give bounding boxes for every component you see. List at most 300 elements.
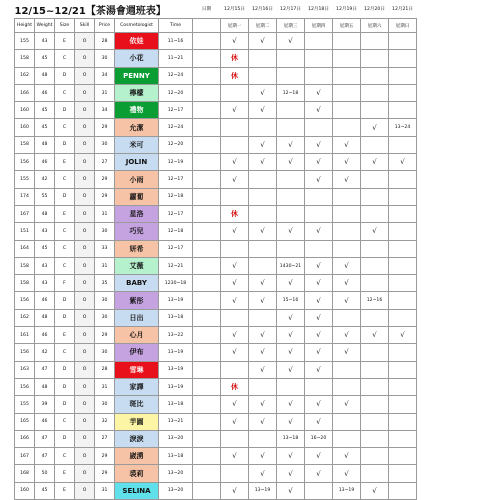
schedule-table bbox=[14, 0, 417, 500]
size-cell: C bbox=[55, 50, 75, 67]
shift-cell bbox=[277, 378, 305, 395]
shift-cell bbox=[361, 171, 389, 188]
size-cell: E bbox=[55, 482, 75, 499]
shift-cell: √ bbox=[333, 396, 361, 413]
shift-cell: 休 bbox=[221, 378, 249, 395]
shift-cell bbox=[277, 205, 305, 222]
time-cell: 12~17 bbox=[159, 102, 193, 119]
shift-cell bbox=[333, 205, 361, 222]
spacer-cell bbox=[193, 257, 221, 274]
cosmetologist-name: 檸檬 bbox=[115, 84, 159, 101]
date-header: 日期 bbox=[201, 7, 212, 12]
weight-cell: 45 bbox=[35, 50, 55, 67]
shift-cell bbox=[361, 257, 389, 274]
shift-cell: √ bbox=[305, 154, 333, 171]
page-title: 12/15~12/21【茶湯會週班表】 bbox=[14, 5, 166, 17]
size-cell: E bbox=[55, 33, 75, 50]
shift-cell bbox=[361, 84, 389, 101]
column-header: Size bbox=[55, 19, 75, 33]
time-cell: 13~19 bbox=[159, 292, 193, 309]
shift-cell: √ bbox=[221, 292, 249, 309]
shift-cell: √ bbox=[221, 33, 249, 50]
table-row bbox=[15, 205, 417, 222]
cosmetologist-name: 雪琳 bbox=[115, 361, 159, 378]
spacer-cell bbox=[193, 154, 221, 171]
size-cell: D bbox=[55, 396, 75, 413]
skill-cell: O bbox=[75, 396, 95, 413]
cosmetologist-name: 斑比 bbox=[115, 396, 159, 413]
shift-cell bbox=[389, 102, 417, 119]
height-cell: 167 bbox=[15, 448, 35, 465]
cosmetologist-name: 小雨 bbox=[115, 171, 159, 188]
shift-cell bbox=[389, 344, 417, 361]
shift-cell: √ bbox=[361, 154, 389, 171]
shift-cell bbox=[277, 119, 305, 136]
shift-cell bbox=[361, 102, 389, 119]
cosmetologist-name: 崴湧 bbox=[115, 448, 159, 465]
spacer-cell bbox=[193, 171, 221, 188]
height-cell: 151 bbox=[15, 223, 35, 240]
shift-cell bbox=[305, 482, 333, 499]
height-cell: 161 bbox=[15, 327, 35, 344]
shift-cell bbox=[389, 50, 417, 67]
shift-cell bbox=[221, 361, 249, 378]
weight-cell: 42 bbox=[35, 171, 55, 188]
table-row bbox=[15, 448, 417, 465]
shift-cell: √ bbox=[249, 344, 277, 361]
shift-cell bbox=[221, 119, 249, 136]
weight-cell: 47 bbox=[35, 430, 55, 447]
height-cell: 158 bbox=[15, 275, 35, 292]
shift-cell: √ bbox=[221, 102, 249, 119]
column-header: Cosmetologist bbox=[115, 19, 159, 33]
shift-cell bbox=[333, 223, 361, 240]
date-cell: 12月18日 bbox=[308, 7, 329, 12]
table-row bbox=[15, 327, 417, 344]
size-cell: D bbox=[55, 102, 75, 119]
table-row bbox=[15, 136, 417, 153]
date-cell: 12月15日 bbox=[224, 7, 245, 12]
shift-cell: √ bbox=[249, 136, 277, 153]
skill-cell: O bbox=[75, 223, 95, 240]
time-cell: 13~19 bbox=[159, 344, 193, 361]
shift-cell: √ bbox=[333, 171, 361, 188]
weekday-header: 星期二 bbox=[249, 19, 277, 33]
table-row bbox=[15, 257, 417, 274]
shift-cell bbox=[249, 171, 277, 188]
shift-cell bbox=[277, 171, 305, 188]
price-cell: 29 bbox=[95, 327, 115, 344]
shift-cell bbox=[361, 344, 389, 361]
size-cell: C bbox=[55, 223, 75, 240]
shift-cell: √ bbox=[249, 292, 277, 309]
skill-cell: O bbox=[75, 171, 95, 188]
spacer-cell bbox=[193, 67, 221, 84]
shift-cell bbox=[305, 119, 333, 136]
shift-cell: √ bbox=[361, 327, 389, 344]
date-cell: 12月17日 bbox=[280, 7, 301, 12]
spacer-cell bbox=[193, 275, 221, 292]
time-cell: 13~18 bbox=[159, 309, 193, 326]
shift-cell: √ bbox=[361, 119, 389, 136]
skill-cell: O bbox=[75, 344, 95, 361]
shift-cell bbox=[305, 67, 333, 84]
shift-cell bbox=[221, 240, 249, 257]
shift-cell bbox=[249, 430, 277, 447]
shift-cell: √ bbox=[333, 136, 361, 153]
skill-cell: O bbox=[75, 67, 95, 84]
shift-cell bbox=[249, 188, 277, 205]
shift-cell bbox=[249, 119, 277, 136]
time-cell: 13~19 bbox=[159, 378, 193, 395]
shift-cell bbox=[389, 448, 417, 465]
date-cell: 12月16日 bbox=[252, 7, 273, 12]
shift-cell bbox=[389, 33, 417, 50]
weight-cell: 48 bbox=[35, 67, 55, 84]
shift-cell: 13~19 bbox=[249, 482, 277, 499]
weekday-header: 星期六 bbox=[361, 19, 389, 33]
skill-cell: O bbox=[75, 482, 95, 499]
shift-cell: 13~18 bbox=[277, 430, 305, 447]
shift-cell bbox=[389, 292, 417, 309]
height-cell: 155 bbox=[15, 171, 35, 188]
height-cell: 158 bbox=[15, 50, 35, 67]
price-cell: 30 bbox=[95, 292, 115, 309]
shift-cell: √ bbox=[333, 448, 361, 465]
size-cell: D bbox=[55, 67, 75, 84]
spacer-cell bbox=[193, 482, 221, 499]
size-cell: D bbox=[55, 292, 75, 309]
shift-cell bbox=[389, 413, 417, 430]
shift-cell: 休 bbox=[221, 67, 249, 84]
skill-cell: O bbox=[75, 119, 95, 136]
weight-cell: 43 bbox=[35, 33, 55, 50]
shift-cell bbox=[389, 257, 417, 274]
table-row bbox=[15, 275, 417, 292]
shift-cell bbox=[277, 50, 305, 67]
shift-cell bbox=[361, 67, 389, 84]
shift-cell: √ bbox=[305, 292, 333, 309]
time-cell: 13~21 bbox=[159, 413, 193, 430]
cosmetologist-name: 依娃 bbox=[115, 33, 159, 50]
spacer-cell bbox=[193, 448, 221, 465]
shift-cell bbox=[333, 430, 361, 447]
time-cell: 12~20 bbox=[159, 84, 193, 101]
price-cell: 30 bbox=[95, 309, 115, 326]
weight-cell: 47 bbox=[35, 448, 55, 465]
table-row bbox=[15, 361, 417, 378]
shift-cell bbox=[361, 309, 389, 326]
shift-cell: √ bbox=[249, 33, 277, 50]
size-cell: D bbox=[55, 309, 75, 326]
skill-cell: O bbox=[75, 292, 95, 309]
spacer-cell bbox=[193, 309, 221, 326]
shift-cell bbox=[389, 482, 417, 499]
time-cell: 13~22 bbox=[159, 327, 193, 344]
time-cell: 11~21 bbox=[159, 50, 193, 67]
spacer-cell bbox=[193, 327, 221, 344]
height-cell: 168 bbox=[15, 465, 35, 482]
shift-cell bbox=[221, 136, 249, 153]
shift-cell bbox=[361, 378, 389, 395]
shift-cell bbox=[277, 188, 305, 205]
price-cell: 29 bbox=[95, 465, 115, 482]
height-cell: 163 bbox=[15, 361, 35, 378]
shift-cell: √ bbox=[361, 223, 389, 240]
shift-cell: √ bbox=[249, 327, 277, 344]
cosmetologist-name: 星洛 bbox=[115, 205, 159, 222]
price-cell: 28 bbox=[95, 361, 115, 378]
shift-cell: √ bbox=[221, 223, 249, 240]
size-cell: D bbox=[55, 430, 75, 447]
price-cell: 30 bbox=[95, 223, 115, 240]
shift-cell bbox=[305, 50, 333, 67]
skill-cell: O bbox=[75, 465, 95, 482]
shift-cell bbox=[277, 240, 305, 257]
price-cell: 29 bbox=[95, 448, 115, 465]
shift-cell bbox=[389, 378, 417, 395]
shift-cell bbox=[361, 275, 389, 292]
skill-cell: O bbox=[75, 430, 95, 447]
shift-cell bbox=[389, 361, 417, 378]
height-cell: 174 bbox=[15, 188, 35, 205]
weight-cell: 46 bbox=[35, 413, 55, 430]
cosmetologist-name: PENNY bbox=[115, 67, 159, 84]
price-cell: 30 bbox=[95, 136, 115, 153]
shift-cell: √ bbox=[221, 327, 249, 344]
shift-cell bbox=[277, 102, 305, 119]
spacer-cell bbox=[193, 119, 221, 136]
cosmetologist-name: 艾薇 bbox=[115, 257, 159, 274]
weekday-header bbox=[193, 19, 221, 33]
shift-cell: 休 bbox=[221, 205, 249, 222]
spacer-cell bbox=[193, 50, 221, 67]
height-cell: 166 bbox=[15, 430, 35, 447]
cosmetologist-name: 小花 bbox=[115, 50, 159, 67]
time-cell: 12~19 bbox=[159, 154, 193, 171]
column-header: Weight bbox=[35, 19, 55, 33]
price-cell: 31 bbox=[95, 84, 115, 101]
shift-cell bbox=[389, 396, 417, 413]
shift-cell bbox=[333, 119, 361, 136]
time-cell: 13~19 bbox=[159, 361, 193, 378]
shift-cell: √ bbox=[249, 84, 277, 101]
shift-cell: √ bbox=[277, 309, 305, 326]
weight-cell: 48 bbox=[35, 309, 55, 326]
shift-cell: √ bbox=[221, 154, 249, 171]
skill-cell: O bbox=[75, 413, 95, 430]
size-cell: C bbox=[55, 84, 75, 101]
height-cell: 156 bbox=[15, 378, 35, 395]
shift-cell bbox=[249, 257, 277, 274]
spacer-cell bbox=[193, 84, 221, 101]
size-cell: E bbox=[55, 154, 75, 171]
weight-cell: 45 bbox=[35, 240, 55, 257]
cosmetologist-name: 淚淚 bbox=[115, 430, 159, 447]
price-cell: 33 bbox=[95, 240, 115, 257]
shift-cell: √ bbox=[277, 275, 305, 292]
weight-cell: 48 bbox=[35, 136, 55, 153]
shift-cell: √ bbox=[249, 154, 277, 171]
date-cell: 12月20日 bbox=[364, 7, 385, 12]
shift-cell: √ bbox=[305, 309, 333, 326]
height-cell: 155 bbox=[15, 396, 35, 413]
shift-cell: √ bbox=[277, 396, 305, 413]
weight-cell: 43 bbox=[35, 223, 55, 240]
column-header: Height bbox=[15, 19, 35, 33]
date-cell: 12月21日 bbox=[392, 7, 413, 12]
spacer-cell bbox=[193, 205, 221, 222]
weight-cell: 48 bbox=[35, 205, 55, 222]
size-cell: E bbox=[55, 205, 75, 222]
weight-cell: 45 bbox=[35, 482, 55, 499]
column-header: Time bbox=[159, 19, 193, 33]
shift-cell bbox=[333, 84, 361, 101]
height-cell: 167 bbox=[15, 205, 35, 222]
shift-cell: √ bbox=[277, 448, 305, 465]
table-row bbox=[15, 240, 417, 257]
table-row bbox=[15, 292, 417, 309]
height-cell: 160 bbox=[15, 119, 35, 136]
shift-cell: √ bbox=[277, 413, 305, 430]
height-cell: 156 bbox=[15, 344, 35, 361]
shift-cell bbox=[249, 50, 277, 67]
shift-cell: √ bbox=[249, 396, 277, 413]
shift-cell: √ bbox=[305, 396, 333, 413]
column-header: Skill bbox=[75, 19, 95, 33]
shift-cell bbox=[277, 67, 305, 84]
shift-cell bbox=[389, 188, 417, 205]
shift-cell: 休 bbox=[221, 50, 249, 67]
shift-cell: √ bbox=[221, 448, 249, 465]
weight-cell: 39 bbox=[35, 396, 55, 413]
table-row bbox=[15, 223, 417, 240]
table-row bbox=[15, 171, 417, 188]
weekday-header: 星期日 bbox=[389, 19, 417, 33]
shift-cell: √ bbox=[249, 275, 277, 292]
cosmetologist-name: 允潔 bbox=[115, 119, 159, 136]
height-cell: 165 bbox=[15, 413, 35, 430]
shift-cell bbox=[333, 309, 361, 326]
size-cell: C bbox=[55, 448, 75, 465]
shift-cell bbox=[389, 275, 417, 292]
shift-cell: √ bbox=[277, 361, 305, 378]
shift-cell bbox=[389, 240, 417, 257]
shift-cell bbox=[305, 33, 333, 50]
shift-cell: √ bbox=[221, 482, 249, 499]
table-row bbox=[15, 102, 417, 119]
shift-cell: 12~16 bbox=[361, 292, 389, 309]
table-row bbox=[15, 396, 417, 413]
shift-cell bbox=[333, 361, 361, 378]
shift-cell: √ bbox=[389, 154, 417, 171]
weight-cell: 45 bbox=[35, 102, 55, 119]
shift-cell: √ bbox=[305, 448, 333, 465]
cosmetologist-name: BABY bbox=[115, 275, 159, 292]
skill-cell: O bbox=[75, 50, 95, 67]
weekday-header: 星期四 bbox=[305, 19, 333, 33]
skill-cell: O bbox=[75, 136, 95, 153]
shift-cell: √ bbox=[333, 292, 361, 309]
weight-cell: 55 bbox=[35, 188, 55, 205]
shift-cell: √ bbox=[277, 33, 305, 50]
spacer-cell bbox=[193, 344, 221, 361]
height-cell: 156 bbox=[15, 292, 35, 309]
spacer-cell bbox=[193, 361, 221, 378]
time-cell: 12~24 bbox=[159, 67, 193, 84]
size-cell: F bbox=[55, 275, 75, 292]
weight-cell: 48 bbox=[35, 378, 55, 395]
weekday-header: 星期一 bbox=[221, 19, 249, 33]
shift-cell bbox=[333, 378, 361, 395]
shift-cell: √ bbox=[305, 413, 333, 430]
skill-cell: O bbox=[75, 378, 95, 395]
size-cell: D bbox=[55, 361, 75, 378]
price-cell: 31 bbox=[95, 257, 115, 274]
size-cell: E bbox=[55, 465, 75, 482]
shift-cell bbox=[249, 378, 277, 395]
shift-cell: √ bbox=[305, 223, 333, 240]
shift-cell: √ bbox=[277, 327, 305, 344]
time-cell: 13~18 bbox=[159, 448, 193, 465]
shift-cell: √ bbox=[277, 465, 305, 482]
size-cell: C bbox=[55, 119, 75, 136]
height-cell: 162 bbox=[15, 309, 35, 326]
cosmetologist-name: JOLIN bbox=[115, 154, 159, 171]
shift-cell: √ bbox=[249, 361, 277, 378]
shift-cell: √ bbox=[389, 327, 417, 344]
height-cell: 162 bbox=[15, 67, 35, 84]
shift-cell bbox=[361, 448, 389, 465]
shift-cell: √ bbox=[333, 327, 361, 344]
table-row bbox=[15, 50, 417, 67]
shift-cell bbox=[249, 205, 277, 222]
shift-cell: √ bbox=[305, 361, 333, 378]
cosmetologist-name: 妍希 bbox=[115, 240, 159, 257]
shift-cell: √ bbox=[277, 344, 305, 361]
weight-cell: 50 bbox=[35, 465, 55, 482]
time-cell: 12~17 bbox=[159, 205, 193, 222]
spacer-cell bbox=[193, 396, 221, 413]
time-cell: 12~24 bbox=[159, 119, 193, 136]
shift-cell: √ bbox=[249, 413, 277, 430]
shift-cell bbox=[221, 84, 249, 101]
height-cell: 158 bbox=[15, 257, 35, 274]
time-cell: 1230~18 bbox=[159, 275, 193, 292]
cosmetologist-name: 蘿蔔 bbox=[115, 188, 159, 205]
skill-cell: O bbox=[75, 205, 95, 222]
skill-cell: O bbox=[75, 448, 95, 465]
height-cell: 166 bbox=[15, 84, 35, 101]
shift-cell bbox=[305, 188, 333, 205]
skill-cell: O bbox=[75, 33, 95, 50]
shift-cell bbox=[305, 205, 333, 222]
table-row bbox=[15, 430, 417, 447]
spacer-cell bbox=[193, 240, 221, 257]
shift-cell bbox=[361, 50, 389, 67]
weight-cell: 43 bbox=[35, 275, 55, 292]
spacer-cell bbox=[193, 223, 221, 240]
price-cell: 31 bbox=[95, 205, 115, 222]
table-row bbox=[15, 154, 417, 171]
shift-cell bbox=[221, 188, 249, 205]
shift-cell: √ bbox=[305, 136, 333, 153]
shift-cell: √ bbox=[305, 171, 333, 188]
shift-cell bbox=[389, 136, 417, 153]
shift-cell bbox=[333, 188, 361, 205]
time-cell: 12~18 bbox=[159, 223, 193, 240]
spacer-cell bbox=[193, 378, 221, 395]
